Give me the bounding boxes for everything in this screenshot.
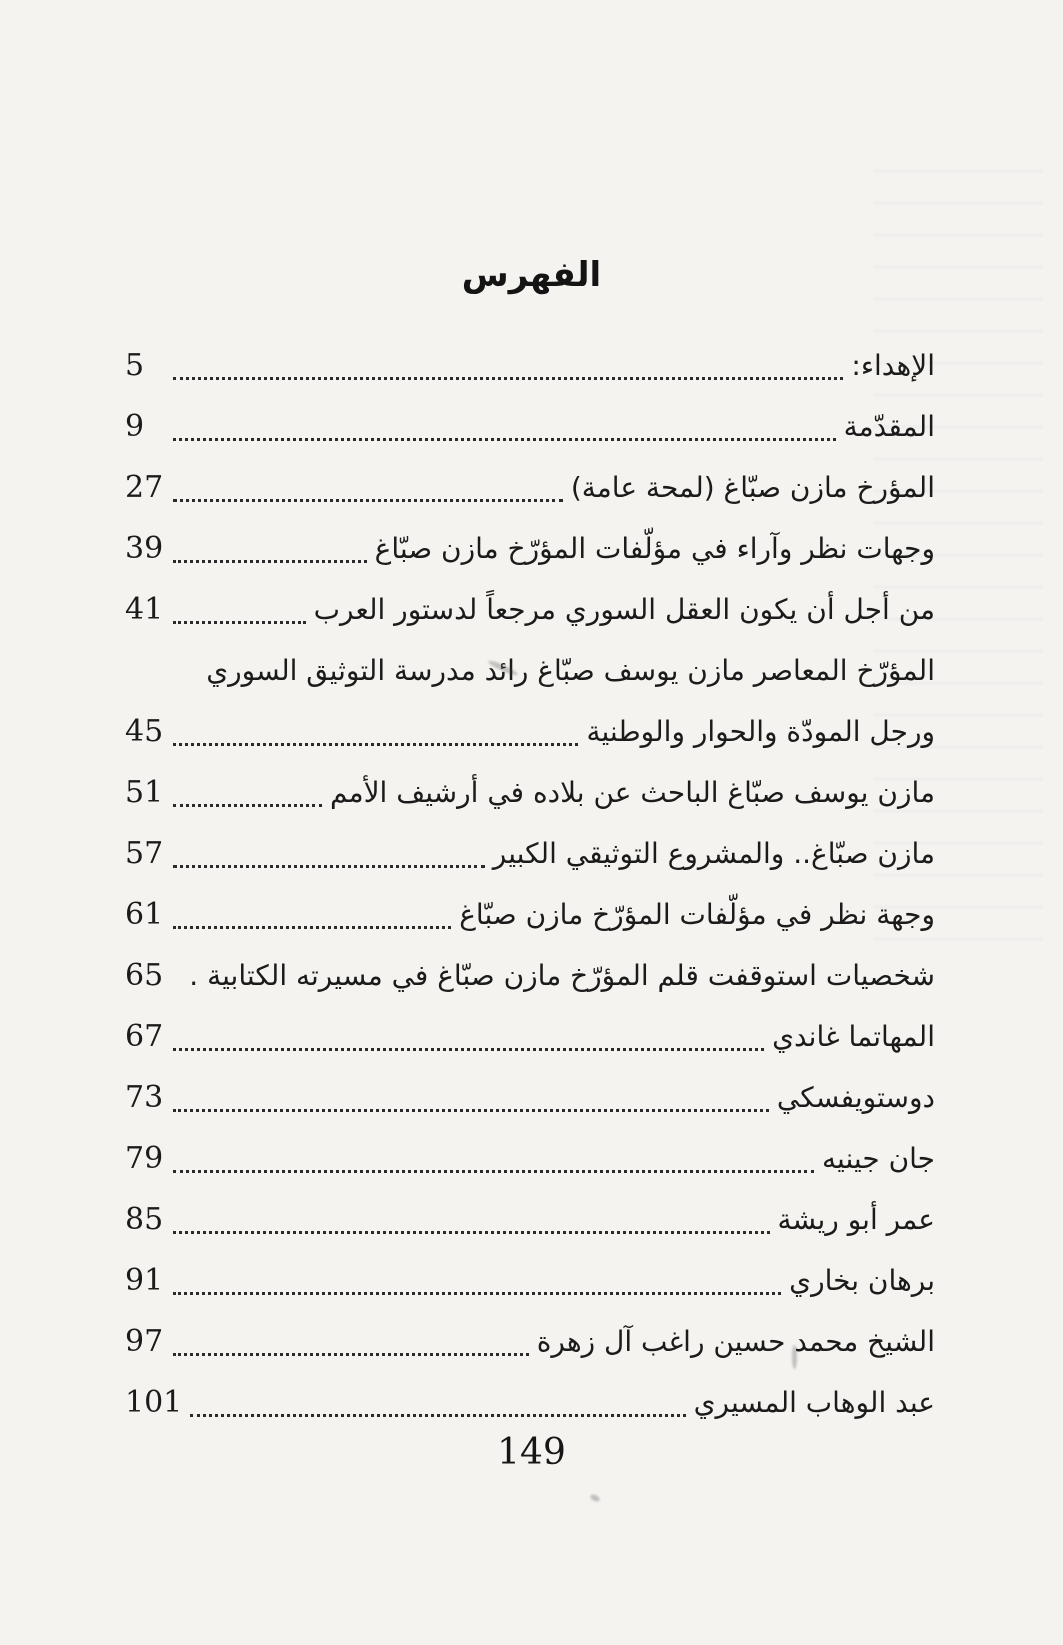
- dot-leader: [173, 925, 451, 929]
- dot-leader: [173, 864, 485, 868]
- toc-entry-abu-risha: [125, 1189, 935, 1250]
- toc-entry-title-line1: المؤرّخ المعاصر مازن يوسف صبّاغ رائد مدرسة التوثيق السوري: [206, 653, 935, 687]
- page-number: 149: [497, 1432, 566, 1473]
- toc-entry-page: 45: [125, 713, 164, 749]
- toc-entry-title-line2: ورجل المودّة والحوار والوطنية: [586, 714, 935, 748]
- toc-line: [125, 884, 935, 945]
- toc-entry-title: مازن صبّاغ.. والمشروع التوثيقي الكبير: [492, 836, 935, 870]
- toc-line: [125, 762, 935, 823]
- toc-entry-page: 57: [125, 835, 164, 871]
- toc-entry-page: 73: [125, 1079, 164, 1115]
- toc-entry-page: 65: [125, 957, 164, 993]
- toc-entry-page: 27: [125, 469, 164, 505]
- dot-leader: [190, 1413, 685, 1417]
- toc-line: [125, 945, 935, 1006]
- dot-leader: [173, 1230, 770, 1234]
- toc-entry-viewpoints: [125, 518, 935, 579]
- toc-line: [125, 335, 935, 396]
- dot-leader: [173, 620, 306, 624]
- dot-leader: [173, 1291, 781, 1295]
- toc-line: [125, 579, 935, 640]
- toc-entry-title: من أجل أن يكون العقل السوري مرجعاً لدستور العرب: [313, 592, 935, 626]
- toc-line: [125, 640, 935, 701]
- dot-leader: [173, 1047, 764, 1051]
- toc-line: [125, 1372, 935, 1433]
- toc-entry-page: 67: [125, 1018, 164, 1054]
- toc-entry-page: 97: [125, 1323, 164, 1359]
- toc-line: [125, 518, 935, 579]
- toc-entry-page: 51: [125, 774, 164, 810]
- toc-entry-title: مازن يوسف صبّاغ الباحث عن بلاده في أرشيف الأمم: [329, 775, 935, 809]
- toc-line: [125, 823, 935, 884]
- toc-entry-title: وجهات نظر وآراء في مؤلّفات المؤرّخ مازن صبّاغ: [374, 531, 935, 565]
- toc-entry-single-viewpoint: [125, 884, 935, 945]
- toc-entry-messiri: [125, 1372, 935, 1433]
- toc-entry-page: 101: [125, 1384, 183, 1420]
- dot-leader: [173, 1352, 529, 1356]
- dot-leader: [173, 559, 367, 563]
- toc-entry-reference: [125, 579, 935, 640]
- toc-entry-page: 85: [125, 1201, 164, 1237]
- dot-leader: [173, 803, 322, 807]
- table-of-contents: [125, 335, 935, 1433]
- toc-entry-title: المقدّمة: [843, 409, 935, 443]
- toc-line: [125, 1006, 935, 1067]
- toc-entry-zahra: [125, 1311, 935, 1372]
- toc-entry-personalities: [125, 945, 935, 1006]
- toc-entry-page: 61: [125, 896, 164, 932]
- toc-entry-title: عبد الوهاب المسيري: [693, 1385, 935, 1419]
- toc-entry-page: 39: [125, 530, 164, 566]
- toc-entry-dostoevsky: [125, 1067, 935, 1128]
- toc-entry-contemporary-historian: [125, 640, 935, 762]
- toc-entry-dedication: [125, 335, 935, 396]
- toc-entry-title: المهاتما غاندي: [772, 1019, 935, 1053]
- toc-entry-title: برهان بخاري: [789, 1263, 935, 1297]
- toc-entry-gandhi: [125, 1006, 935, 1067]
- toc-line: [125, 1250, 935, 1311]
- toc-line: [125, 1067, 935, 1128]
- toc-entry-bukhari: [125, 1250, 935, 1311]
- toc-line: [125, 701, 935, 762]
- toc-entry-overview: [125, 457, 935, 518]
- toc-entry-title: الشيخ محمد حسين راغب آل زهرة: [536, 1324, 935, 1358]
- toc-entry-title: وجهة نظر في مؤلّفات المؤرّخ مازن صبّاغ: [459, 897, 935, 931]
- toc-entry-title: المؤرخ مازن صبّاغ (لمحة عامة): [570, 470, 935, 504]
- toc-entry-page: 9: [125, 408, 145, 444]
- toc-line: [125, 1128, 935, 1189]
- toc-entry-introduction: [125, 396, 935, 457]
- toc-line: [125, 457, 935, 518]
- toc-line: [125, 1189, 935, 1250]
- dot-leader: [173, 1108, 769, 1112]
- toc-entry-title: دوستويفسكي: [776, 1080, 935, 1114]
- smudge-mark: [589, 1493, 601, 1503]
- dot-leader: [173, 498, 563, 502]
- toc-entry-genet: [125, 1128, 935, 1189]
- toc-entry-page: 79: [125, 1140, 164, 1176]
- smudge-mark: [792, 1345, 797, 1369]
- toc-line: [125, 396, 935, 457]
- toc-entry-page: 5: [125, 347, 145, 383]
- toc-entry-page: 91: [125, 1262, 164, 1298]
- toc-entry-archive: [125, 762, 935, 823]
- dot-leader: [173, 437, 836, 441]
- dot-leader: [173, 1169, 814, 1173]
- dot-leader: [173, 742, 578, 746]
- toc-entry-page: 41: [125, 591, 164, 627]
- toc-line: [125, 1311, 935, 1372]
- toc-entry-documentation-project: [125, 823, 935, 884]
- toc-entry-title: عمر أبو ريشة: [777, 1202, 935, 1236]
- toc-entry-title: جان جينيه: [822, 1141, 935, 1175]
- page-title: الفهرس: [461, 255, 602, 295]
- dot-leader: [173, 376, 843, 380]
- toc-entry-title: الإهداء:: [851, 348, 935, 382]
- toc-entry-title: شخصيات استوقفت قلم المؤرّخ مازن صبّاغ في مسيرته الكتابية .: [189, 958, 935, 992]
